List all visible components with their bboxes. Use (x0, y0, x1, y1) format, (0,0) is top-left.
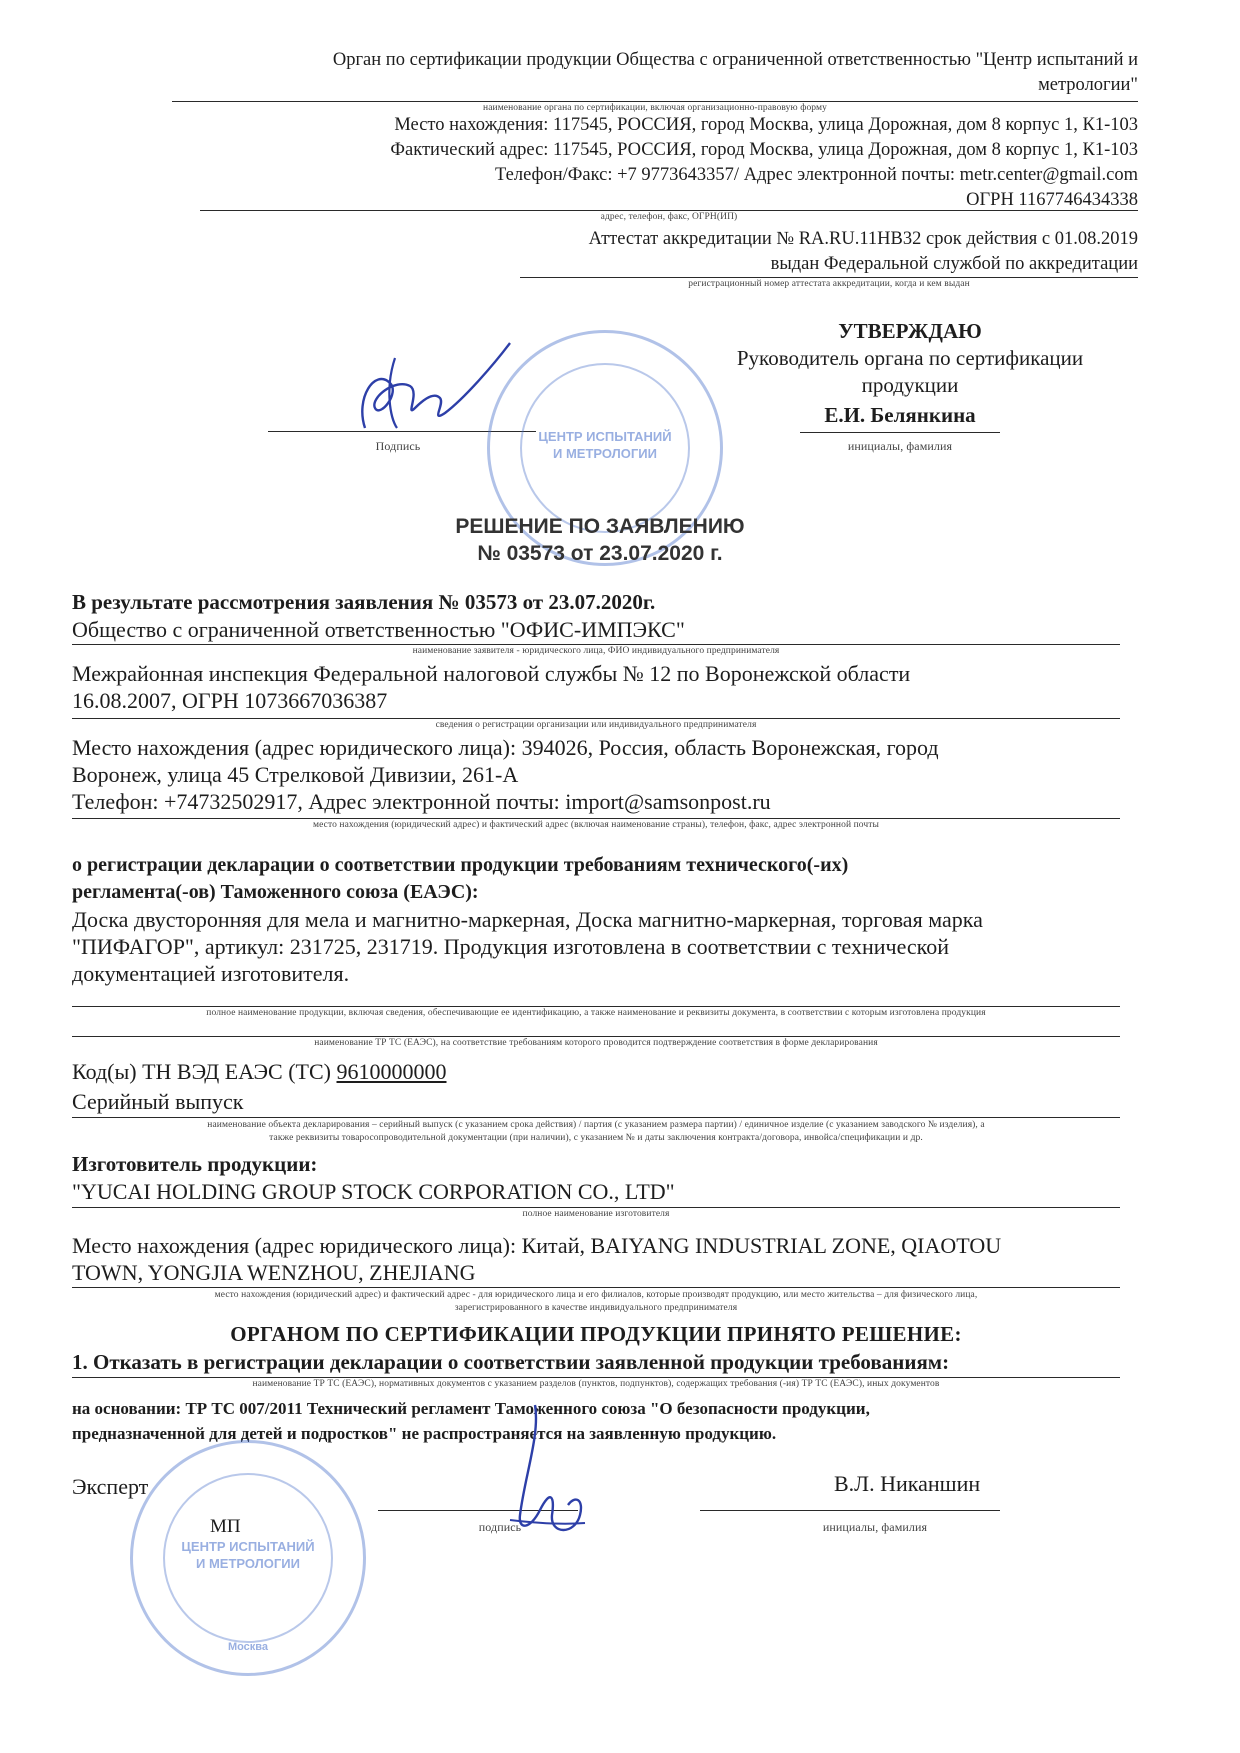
applicant-address (72, 734, 939, 815)
review-intro: В результате рассмотрения заявления № 03573 от 23.07.2020г. (72, 590, 656, 614)
approval-role-line2: продукции (861, 373, 959, 397)
basis-line1: на основании: ТР ТС 007/2011 Технический регламент Таможенного союза "О безопасности продукции, (72, 1399, 870, 1418)
hs-code-value: 9610000000 (336, 1059, 447, 1084)
approver-name-caption: инициалы, фамилия (847, 439, 953, 453)
technical-regulation-caption: наименование ТР ТС (ЕАЭС), на соответствие требованиям которого проводится подтверждение соответствия в форме декларирования (314, 1038, 878, 1048)
manufacturer-caption-line2: зарегистрированного в качестве индивидуального предпринимателя (454, 1303, 738, 1313)
org-ogrn: ОГРН 1167746434338 (966, 190, 1138, 210)
approval-block (690, 318, 1130, 399)
hs-code-label: Код(ы) ТН ВЭД ЕАЭС (ТС) (72, 1059, 337, 1084)
organization-seal-bottom (130, 1440, 366, 1676)
product-description (72, 906, 983, 987)
registration-line1: Межрайонная инспекция Федеральной налоговой службы № 12 по Воронежской области (72, 661, 911, 686)
divider (520, 277, 1138, 278)
divider (800, 432, 1000, 433)
resolution-item1-caption: наименование ТР ТС (ЕАЭС), нормативных документов с указанием разделов (пунктов, подпунктов), содержащих требования (-ия) ТР ТС (ЕАЭС), иных документов (252, 1379, 940, 1389)
manufacturer-name: "YUCAI HOLDING GROUP STOCK CORPORATION CO., LTD" (72, 1179, 675, 1204)
manufacturer-address (72, 1232, 1001, 1286)
address-caption: адрес, телефон, факс, ОГРН(ИП) (600, 212, 738, 222)
expert-name: В.Л. Никаншин (834, 1471, 981, 1496)
divider (700, 1510, 1000, 1511)
declaration-heading-line1: о регистрации декларации о соответствии продукции требованиям технического(-их) (72, 854, 849, 876)
hs-code-line (72, 1058, 447, 1085)
mp-label: МП (210, 1516, 241, 1537)
org-contacts: Телефон/Факс: +7 9773643357/ Адрес электронной почты: metr.center@gmail.com (495, 165, 1138, 185)
manufacturer-caption-line1: место нахождения (юридический адрес) и фактический адрес - для юридического лица и его филиалов, которые производят продукцию, или место жительства – для физического лица, (214, 1290, 978, 1300)
accreditation-issuer: выдан Федеральной службой по аккредитации (770, 254, 1138, 274)
seal-text-top: ЦЕНТР ИСПЫТАНИЙ (181, 1539, 315, 1554)
registration-caption: сведения о регистрации организации или индивидуального предпринимателя (435, 720, 757, 730)
declaration-heading (72, 852, 848, 906)
decision-title: РЕШЕНИЕ ПО ЗАЯВЛЕНИЮ (455, 515, 745, 538)
address-line2: Воронеж, улица 45 Стрелковой Дивизии, 261-А (72, 762, 519, 787)
accreditation-block (200, 227, 1138, 277)
seal-city: Москва (227, 1641, 269, 1653)
manufacturer-name-caption: полное наименование изготовителя (522, 1209, 670, 1219)
expert-label: Эксперт (72, 1474, 149, 1499)
divider (72, 1377, 1120, 1378)
expert-signature (480, 1395, 600, 1545)
resolution-item1: 1. Отказать в регистрации декларации о соответствии заявленной продукции требованиям: (72, 1350, 950, 1374)
divider (72, 1207, 1120, 1208)
divider (72, 1287, 1120, 1288)
object-caption-line2: также реквизиты товаросопроводительной документации (при наличии), с указанием № и даты заключения контракта/договора, инвойса/спецификации и др. (269, 1133, 923, 1143)
org-actual-address: Фактический адрес: 117545, РОССИЯ, город Москва, улица Дорожная, дом 8 корпус 1, К1-103 (390, 140, 1138, 160)
divider (72, 1117, 1120, 1118)
seal-text-bottom: И МЕТРОЛОГИИ (553, 446, 657, 461)
divider (172, 101, 1138, 102)
resolution-basis (72, 1396, 870, 1446)
release-type: Серийный выпуск (72, 1089, 244, 1114)
product-line1: Доска двусторонняя для мела и магнитно-маркерная, Доска магнитно-маркерная, торговая марка (72, 907, 983, 932)
applicant-contacts: Телефон: +74732502917, Адрес электронной почты: import@samsonpost.ru (72, 789, 771, 814)
object-caption-line1: наименование объекта декларирования – серийный выпуск (с указанием срока действия) / партия (с указанием размера партии) / единичное изделие (с указанием заводского № изделия), а (207, 1120, 985, 1130)
product-line2: "ПИФАГОР", артикул: 231725, 231719. Продукция изготовлена в соответствии с технической (72, 934, 950, 959)
manufacturer-heading: Изготовитель продукции: (72, 1152, 318, 1176)
expert-name-caption: инициалы, фамилия (822, 1520, 928, 1534)
approval-title: УТВЕРЖДАЮ (838, 319, 982, 343)
signature-caption: Подпись (375, 439, 421, 453)
decision-number: № 03573 от 23.07.2020 г. (477, 542, 723, 565)
manufacturer-address-line1: Место нахождения (адрес юридического лица): Китай, BAIYANG INDUSTRIAL ZONE, QIAOTOU (72, 1233, 1002, 1258)
seal-text-bottom: И МЕТРОЛОГИИ (196, 1556, 300, 1571)
divider (72, 644, 1120, 645)
product-line3: документацией изготовителя. (72, 961, 350, 986)
org-address-block (200, 113, 1138, 213)
expert-signature-caption: подпись (478, 1520, 522, 1534)
registration-line2: 16.08.2007, ОГРН 1073667036387 (72, 688, 388, 713)
approver-name: Е.И. Белянкина (824, 403, 976, 427)
accreditation-number: Аттестат аккредитации № RA.RU.11НВ32 срок действия с 01.08.2019 (588, 229, 1138, 249)
divider (72, 1036, 1120, 1037)
decision-title-block (300, 513, 900, 567)
basis-line2: предназначенной для детей и подростков" не распространяется на заявленную продукцию. (72, 1424, 777, 1443)
product-caption: полное наименование продукции, включая сведения, обеспечивающие ее идентификацию, а также наименование и реквизиты документа, в соответствии с которым изготовлена продукция (206, 1008, 986, 1018)
certification-body-name (200, 48, 1138, 98)
divider (72, 818, 1120, 819)
object-caption (72, 1119, 1120, 1145)
applicant-name-caption: наименование заявителя - юридического лица, ФИО индивидуального предпринимателя (412, 646, 780, 656)
applicant-registration (72, 660, 910, 714)
org-caption: наименование органа по сертификации, включая организационно-правовую форму (483, 103, 827, 113)
divider (200, 210, 1138, 211)
address-caption: место нахождения (юридический адрес) и фактический адрес (включая наименование страны), телефон, факс, адрес электронной почты (312, 820, 880, 830)
declaration-heading-line2: регламента(-ов) Таможенного союза (ЕАЭС): (72, 881, 479, 903)
divider (72, 1006, 1120, 1007)
approval-role-line1: Руководитель органа по сертификации (736, 346, 1084, 370)
org-legal-address: Место нахождения: 117545, РОССИЯ, город Москва, улица Дорожная, дом 8 корпус 1, К1-103 (394, 115, 1138, 135)
accreditation-caption: регистрационный номер аттестата аккредитации, когда и кем выдан (688, 279, 970, 289)
resolution-heading: ОРГАНОМ ПО СЕРТИФИКАЦИИ ПРОДУКЦИИ ПРИНЯТО РЕШЕНИЕ: (230, 1322, 962, 1346)
org-name-line1: Орган по сертификации продукции Общества с ограниченной ответственностью "Центр испытаний и (332, 50, 1138, 70)
divider (72, 718, 1120, 719)
applicant-name: Общество с ограниченной ответственностью "ОФИС-ИМПЭКС" (72, 617, 685, 642)
address-line1: Место нахождения (адрес юридического лица): 394026, Россия, область Воронежская, город (72, 735, 939, 760)
seal-text-top: ЦЕНТР ИСПЫТАНИЙ (538, 429, 672, 444)
org-name-line2: метрологии" (1038, 75, 1138, 95)
manufacturer-address-line2: TOWN, YONGJIA WENZHOU, ZHEJIANG (72, 1260, 476, 1285)
manufacturer-address-caption (72, 1289, 1120, 1315)
